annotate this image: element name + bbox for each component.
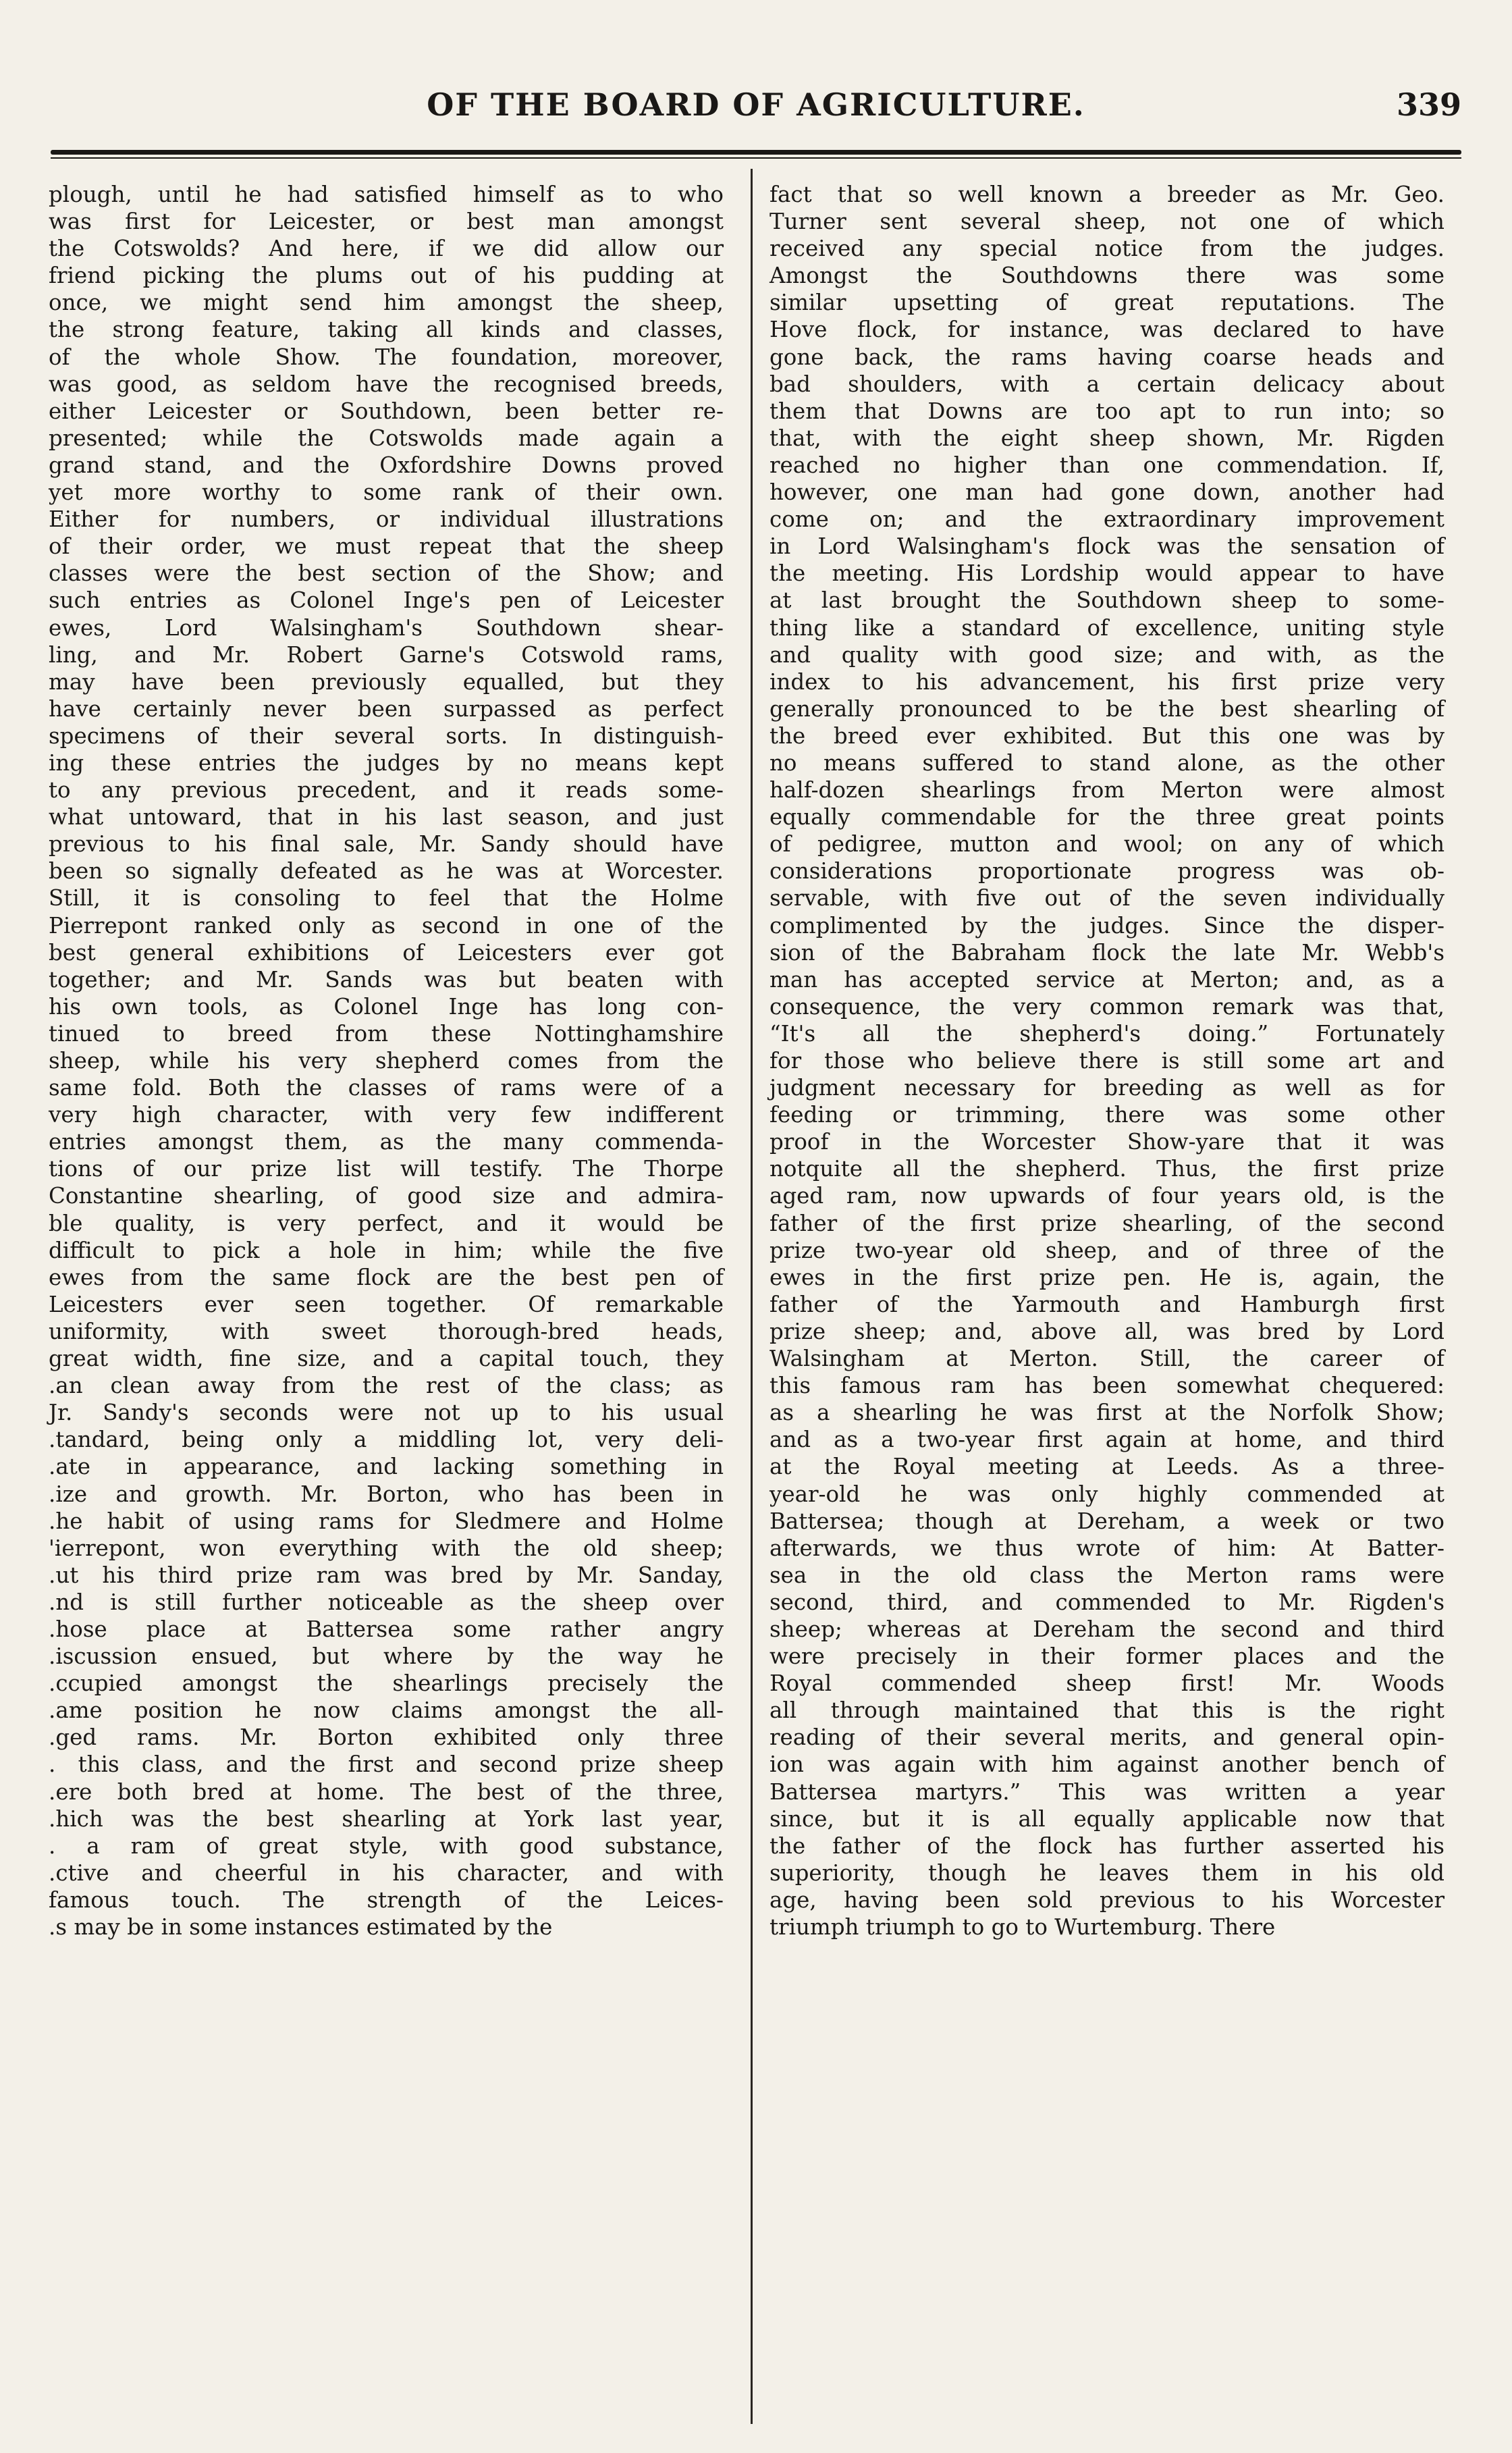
- text-line: judgment necessary for breeding as well as for: [770, 1075, 1444, 1101]
- text-line: consequence, the very common remark was that,: [770, 993, 1444, 1020]
- text-line: .nd is still further noticeable as the sheep over: [49, 1589, 724, 1615]
- text-line: .ctive and cheerful in his character, and with: [49, 1859, 724, 1886]
- text-line: to any previous precedent, and it reads some-: [49, 777, 724, 803]
- text-line: Turner sent several sheep, not one of which: [770, 209, 1444, 235]
- text-line: man has accepted service at Merton; and, as a: [770, 966, 1444, 993]
- text-line: Pierrepont ranked only as second in one of the: [49, 912, 724, 939]
- page-number: 339: [1396, 86, 1461, 123]
- text-line: was first for Leicester, or best man amongst: [49, 209, 724, 235]
- text-line: proof in the Worcester Show-yare that it was: [770, 1129, 1444, 1155]
- text-line: tions of our prize list will testify. The Thorpe: [49, 1156, 724, 1182]
- text-line: was good, as seldom have the recognised breeds,: [49, 371, 724, 397]
- text-line: tinued to breed from these Nottinghamshire: [49, 1020, 724, 1047]
- running-head: [0, 86, 1512, 140]
- text-line: fact that so well known a breeder as Mr. Geo.: [770, 182, 1444, 207]
- text-line: uniformity, with sweet thorough-bred heads,: [49, 1318, 724, 1344]
- text-line: notquite all the shepherd. Thus, the first prize: [770, 1156, 1444, 1182]
- text-line: gone back, the rams having coarse heads and: [770, 344, 1444, 370]
- text-line: complimented by the judges. Since the disper-: [770, 912, 1444, 939]
- text-line: yet more worthy to some rank of their own.: [49, 479, 724, 506]
- text-line: ewes, Lord Walsingham's Southdown shear-: [49, 614, 724, 641]
- text-line: father of the Yarmouth and Hamburgh first: [770, 1291, 1444, 1317]
- running-title: OF THE BOARD OF AGRICULTURE.: [427, 86, 1085, 123]
- text-line: Battersea; though at Dereham, a week or two: [770, 1508, 1444, 1534]
- text-line: half-dozen shearlings from Merton were almost: [770, 777, 1444, 803]
- text-line: second, third, and commended to Mr. Rigden's: [770, 1589, 1444, 1615]
- text-line: similar upsetting of great reputations. The: [770, 290, 1444, 316]
- text-line: for those who believe there is still some art and: [770, 1048, 1444, 1074]
- text-line: what untoward, that in his last season, and just: [49, 804, 724, 830]
- text-line: all through maintained that this is the right: [770, 1697, 1444, 1724]
- text-line: sheep; whereas at Dereham the second and third: [770, 1616, 1444, 1642]
- header-rule: [51, 150, 1461, 155]
- text-line: .ut his third prize ram was bred by Mr. Sanday,: [49, 1562, 724, 1588]
- text-line: . this class, and the first and second prize sheep: [49, 1751, 724, 1778]
- text-line: Walsingham at Merton. Still, the career of: [770, 1346, 1444, 1372]
- text-column-right: [770, 181, 1444, 1941]
- text-line: .ame position he now claims amongst the all-: [49, 1697, 724, 1724]
- text-line: the strong feature, taking all kinds and classes,: [49, 317, 724, 343]
- text-line: bad shoulders, with a certain delicacy about: [770, 371, 1444, 397]
- text-line: best general exhibitions of Leicesters ever got: [49, 939, 724, 966]
- text-line: either Leicester or Southdown, been better re-: [49, 398, 724, 424]
- text-line: father of the first prize shearling, of the second: [770, 1210, 1444, 1236]
- text-line: may have been previously equalled, but they: [49, 668, 724, 695]
- text-line: same fold. Both the classes of rams were of a: [49, 1075, 724, 1101]
- text-line: .ize and growth. Mr. Borton, who has been in: [49, 1481, 724, 1507]
- text-line: and as a two-year first again at home, and third: [770, 1427, 1444, 1453]
- text-line: ble quality, is very perfect, and it would be: [49, 1210, 724, 1236]
- text-line: ling, and Mr. Robert Garne's Cotswold rams,: [49, 641, 724, 668]
- header-rule-thin: [51, 157, 1461, 159]
- text-line: the breed ever exhibited. But this one was by: [770, 722, 1444, 749]
- text-line: the father of the flock has further asserted his: [770, 1832, 1444, 1859]
- text-line: grand stand, and the Oxfordshire Downs proved: [49, 452, 724, 478]
- text-line: Still, it is consoling to feel that the Holme: [49, 885, 724, 912]
- text-line: that, with the eight sheep shown, Mr. Rigden: [770, 425, 1444, 451]
- text-line: sion of the Babraham flock the late Mr. Webb's: [770, 939, 1444, 966]
- text-line: considerations proportionate progress was ob-: [770, 858, 1444, 885]
- text-line: . a ram of great style, with good substance,: [49, 1832, 724, 1859]
- text-line: no means suffered to stand alone, as the other: [770, 749, 1444, 776]
- text-line: at the Royal meeting at Leeds. As a three-: [770, 1454, 1444, 1480]
- text-line: come on; and the extraordinary improvement: [770, 506, 1444, 533]
- text-line: superiority, though he leaves them in his old: [770, 1859, 1444, 1886]
- text-line: afterwards, we thus wrote of him: At Batter-: [770, 1535, 1444, 1561]
- text-line: in Lord Walsingham's flock was the sensation of: [770, 533, 1444, 560]
- column-divider: [751, 169, 753, 2424]
- text-line: prize sheep; and, above all, was bred by Lord: [770, 1318, 1444, 1344]
- text-line: since, but it is all equally applicable now that: [770, 1805, 1444, 1832]
- text-line: specimens of their several sorts. In distinguish-: [49, 722, 724, 749]
- text-line: them that Downs are too apt to run into; so: [770, 398, 1444, 424]
- text-column-left: [49, 181, 724, 1941]
- text-line: his own tools, as Colonel Inge has long con-: [49, 993, 724, 1020]
- text-line: ion was again with him against another bench of: [770, 1751, 1444, 1778]
- text-line: sea in the old class the Merton rams were: [770, 1562, 1444, 1588]
- text-line: great width, fine size, and a capital touch, they: [49, 1346, 724, 1372]
- text-line: sheep, while his very shepherd comes from the: [49, 1048, 724, 1074]
- text-line: such entries as Colonel Inge's pen of Leicester: [49, 587, 724, 614]
- text-line: together; and Mr. Sands was but beaten with: [49, 966, 724, 993]
- text-line: were precisely in their former places and the: [770, 1643, 1444, 1670]
- text-line: ewes in the first prize pen. He is, again, the: [770, 1264, 1444, 1290]
- text-line: as a shearling he was first at the Norfolk Show;: [770, 1400, 1444, 1426]
- text-line: index to his advancement, his first prize very: [770, 668, 1444, 695]
- text-line: famous touch. The strength of the Leices-: [49, 1887, 724, 1913]
- text-line: Battersea martyrs.” This was written a year: [770, 1778, 1444, 1805]
- text-line: very high character, with very few indifferent: [49, 1102, 724, 1128]
- text-line: reached no higher than one commendation. If,: [770, 452, 1444, 478]
- text-line: Either for numbers, or individual illustrations: [49, 506, 724, 533]
- text-line: prize two-year old sheep, and of three of the: [770, 1237, 1444, 1263]
- text-line: entries amongst them, as the many commenda-: [49, 1129, 724, 1155]
- text-line: Amongst the Southdowns there was some: [770, 263, 1444, 289]
- text-line: ing these entries the judges by no means kept: [49, 749, 724, 776]
- text-line: been so signally defeated as he was at Worcester.: [49, 858, 724, 885]
- text-line: generally pronounced to be the best shearling of: [770, 695, 1444, 722]
- text-line: Leicesters ever seen together. Of remarkable: [49, 1291, 724, 1317]
- text-line: .an clean away from the rest of the class; as: [49, 1373, 724, 1399]
- text-line: classes were the best section of the Show; and: [49, 560, 724, 587]
- text-line: the Cotswolds? And here, if we did allow our: [49, 236, 724, 262]
- text-line: Royal commended sheep first! Mr. Woods: [770, 1670, 1444, 1697]
- text-line: year-old he was only highly commended at: [770, 1481, 1444, 1507]
- text-line: triumph triumph to go to Wurtemburg. There: [770, 1914, 1276, 1940]
- text-line: Constantine shearling, of good size and admira-: [49, 1183, 724, 1209]
- text-line: previous to his final sale, Mr. Sandy should have: [49, 831, 724, 858]
- text-line: plough, until he had satisfied himself as to who: [49, 182, 724, 207]
- text-line: 'ierrepont, won everything with the old sheep;: [49, 1535, 724, 1561]
- text-line: reading of their several merits, and general opin-: [770, 1724, 1444, 1751]
- text-line: .iscussion ensued, but where by the way he: [49, 1643, 724, 1670]
- text-line: .tandard, being only a middling lot, very deli-: [49, 1427, 724, 1453]
- text-line: received any special notice from the judges.: [770, 236, 1444, 262]
- text-line: .ate in appearance, and lacking something in: [49, 1454, 724, 1480]
- text-line: age, having been sold previous to his Worcester: [770, 1887, 1444, 1913]
- text-line: of their order, we must repeat that the sheep: [49, 533, 724, 560]
- text-line: servable, with five out of the seven individually: [770, 885, 1444, 912]
- text-line: friend picking the plums out of his pudding at: [49, 263, 724, 289]
- text-line: of pedigree, mutton and wool; on any of which: [770, 831, 1444, 858]
- text-line: this famous ram has been somewhat chequered:: [770, 1373, 1444, 1399]
- text-line: .ccupied amongst the shearlings precisely the: [49, 1670, 724, 1697]
- text-line: .he habit of using rams for Sledmere and Holme: [49, 1508, 724, 1534]
- text-line: equally commendable for the three great points: [770, 804, 1444, 830]
- text-line: .ged rams. Mr. Borton exhibited only three: [49, 1724, 724, 1751]
- text-line: of the whole Show. The foundation, moreover,: [49, 344, 724, 370]
- text-line: however, one man had gone down, another had: [770, 479, 1444, 506]
- text-line: .hose place at Battersea some rather angry: [49, 1616, 724, 1642]
- text-line: “It's all the shepherd's doing.” Fortunately: [770, 1020, 1444, 1047]
- text-line: .s may be in some instances estimated by the: [49, 1914, 553, 1940]
- text-line: Jr. Sandy's seconds were not up to his usual: [49, 1400, 724, 1426]
- text-line: and quality with good size; and with, as the: [770, 641, 1444, 668]
- text-line: aged ram, now upwards of four years old, is the: [770, 1183, 1444, 1209]
- text-line: thing like a standard of excellence, uniting style: [770, 614, 1444, 641]
- text-line: the meeting. His Lordship would appear to have: [770, 560, 1444, 587]
- text-line: presented; while the Cotswolds made again a: [49, 425, 724, 451]
- text-line: feeding or trimming, there was some other: [770, 1102, 1444, 1128]
- text-line: Hove flock, for instance, was declared to have: [770, 317, 1444, 343]
- text-line: once, we might send him amongst the sheep,: [49, 290, 724, 316]
- text-line: .ere both bred at home. The best of the three,: [49, 1778, 724, 1805]
- text-line: .hich was the best shearling at York last year,: [49, 1805, 724, 1832]
- text-line: at last brought the Southdown sheep to some-: [770, 587, 1444, 614]
- text-line: ewes from the same flock are the best pen of: [49, 1264, 724, 1290]
- text-line: difficult to pick a hole in him; while the five: [49, 1237, 724, 1263]
- text-line: have certainly never been surpassed as perfect: [49, 695, 724, 722]
